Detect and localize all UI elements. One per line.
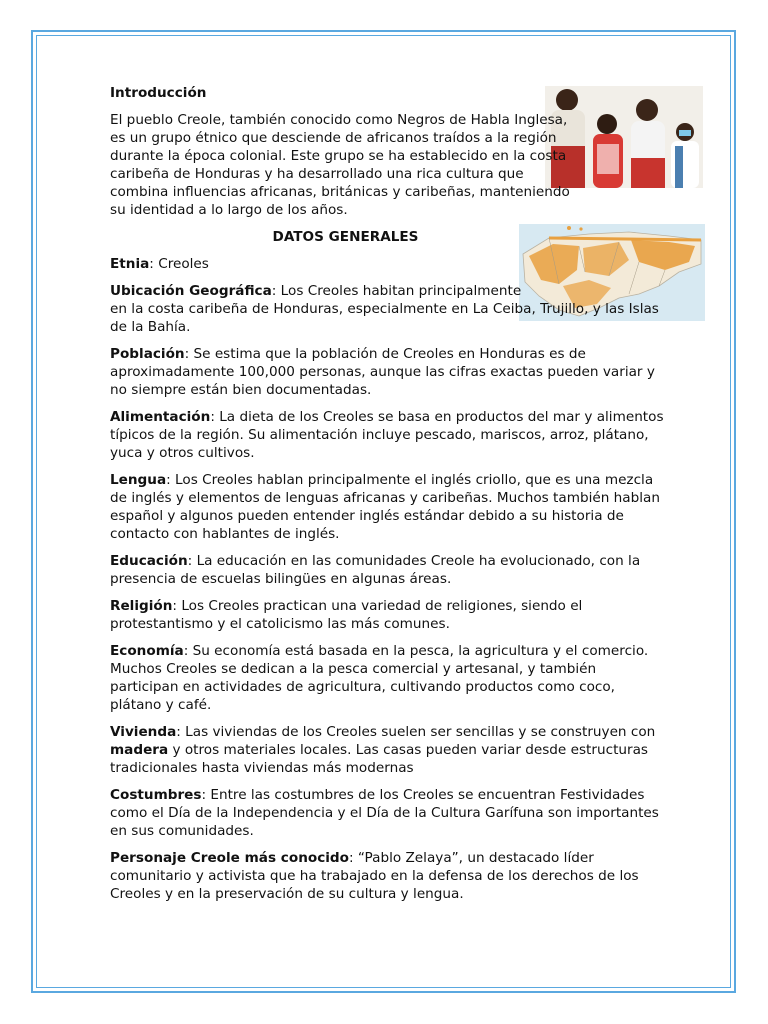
item-label: Población bbox=[110, 346, 185, 362]
item-poblacion bbox=[110, 345, 665, 399]
item-text: : Su economía está basada en la pesca, la agricultura y el comercio. Muchos Creoles se dedican a la pesca comercial y artesanal, y también participan en actividades de agricultura, cultivando productos como coco, plátano y café. bbox=[110, 643, 649, 713]
item-label: Personaje Creole más conocido bbox=[110, 850, 349, 866]
item-text: : Los Creoles hablan principalmente el inglés criollo, que es una mezcla de inglés y elementos de lenguas africanas y caribeñas. Muchos también hablan español y algunos pueden entender inglés estándar debido a su historia de contacto con hablantes de inglés. bbox=[110, 472, 660, 542]
item-text: : “Pablo Zelaya”, un destacado líder comunitario y activista que ha trabajado en la defensa de los derechos de los Creoles y en la preservación de su cultura y lengua. bbox=[110, 850, 639, 902]
item-text: : Creoles bbox=[149, 256, 209, 272]
item-costumbres bbox=[110, 786, 665, 840]
item-label: Educación bbox=[110, 553, 188, 569]
item-text: : La dieta de los Creoles se basa en productos del mar y alimentos típicos de la región. Su alimentación incluye pescado, mariscos, arroz, plátano, yuca y otros cultivos. bbox=[110, 409, 664, 461]
item-alimentacion bbox=[110, 408, 665, 462]
bold-word: madera bbox=[110, 742, 169, 758]
section-title: DATOS GENERALES bbox=[272, 229, 419, 245]
item-text: : La educación en las comunidades Creole ha evolucionado, con la presencia de escuelas bilingües en algunas áreas. bbox=[110, 553, 641, 587]
item-label: Economía bbox=[110, 643, 184, 659]
item-personaje bbox=[110, 849, 665, 903]
item-label: Alimentación bbox=[110, 409, 211, 425]
item-label: Ubicación Geográfica bbox=[110, 283, 272, 299]
intro-paragraph: El pueblo Creole, también conocido como Negros de Habla Inglesa, es un grupo étnico que desciende de africanos traídos a la región durante la época colonial. Este grupo se ha establecido en la costa caribeña de Honduras y ha desarrollado una rica cultura que combina influencias africanas, británicas y caribeñas, manteniendo su identidad a lo largo de los años. bbox=[110, 112, 570, 218]
item-label: Lengua bbox=[110, 472, 167, 488]
item-lengua bbox=[110, 471, 665, 543]
item-text: y otros materiales locales. Las casas pueden variar desde estructuras tradicionales hasta viviendas más modernas bbox=[110, 742, 649, 776]
item-educacion bbox=[110, 552, 665, 588]
item-text: : Entre las costumbres de los Creoles se encuentran Festividades como el Día de la Independencia y el Día de la Cultura Garífuna son importantes en sus comunidades. bbox=[110, 787, 659, 839]
item-label: Religión bbox=[110, 598, 173, 614]
intro-heading: Introducción bbox=[110, 85, 207, 101]
document-body bbox=[110, 84, 665, 912]
item-label: Etnia bbox=[110, 256, 150, 272]
item-text: : Los Creoles habitan principalmente en la costa caribeña de Honduras, especialmente en La Ceiba, Trujillo, y las Islas de la Bahía. bbox=[110, 283, 659, 335]
item-label: Vivienda bbox=[110, 724, 177, 740]
item-vivienda bbox=[110, 723, 665, 777]
item-text: : Las viviendas de los Creoles suelen ser sencillas y se construyen con bbox=[176, 724, 656, 740]
item-economia bbox=[110, 642, 665, 714]
map-spacer bbox=[525, 236, 675, 300]
item-label: Costumbres bbox=[110, 787, 202, 803]
photo-spacer bbox=[575, 84, 675, 184]
item-text: : Los Creoles practican una variedad de religiones, siendo el protestantismo y el catolicismo las más comunes. bbox=[110, 598, 583, 632]
item-religion bbox=[110, 597, 665, 633]
item-text: : Se estima que la población de Creoles en Honduras es de aproximadamente 100,000 personas, aunque las cifras exactas pueden variar y no siempre están bien documentadas. bbox=[110, 346, 655, 398]
